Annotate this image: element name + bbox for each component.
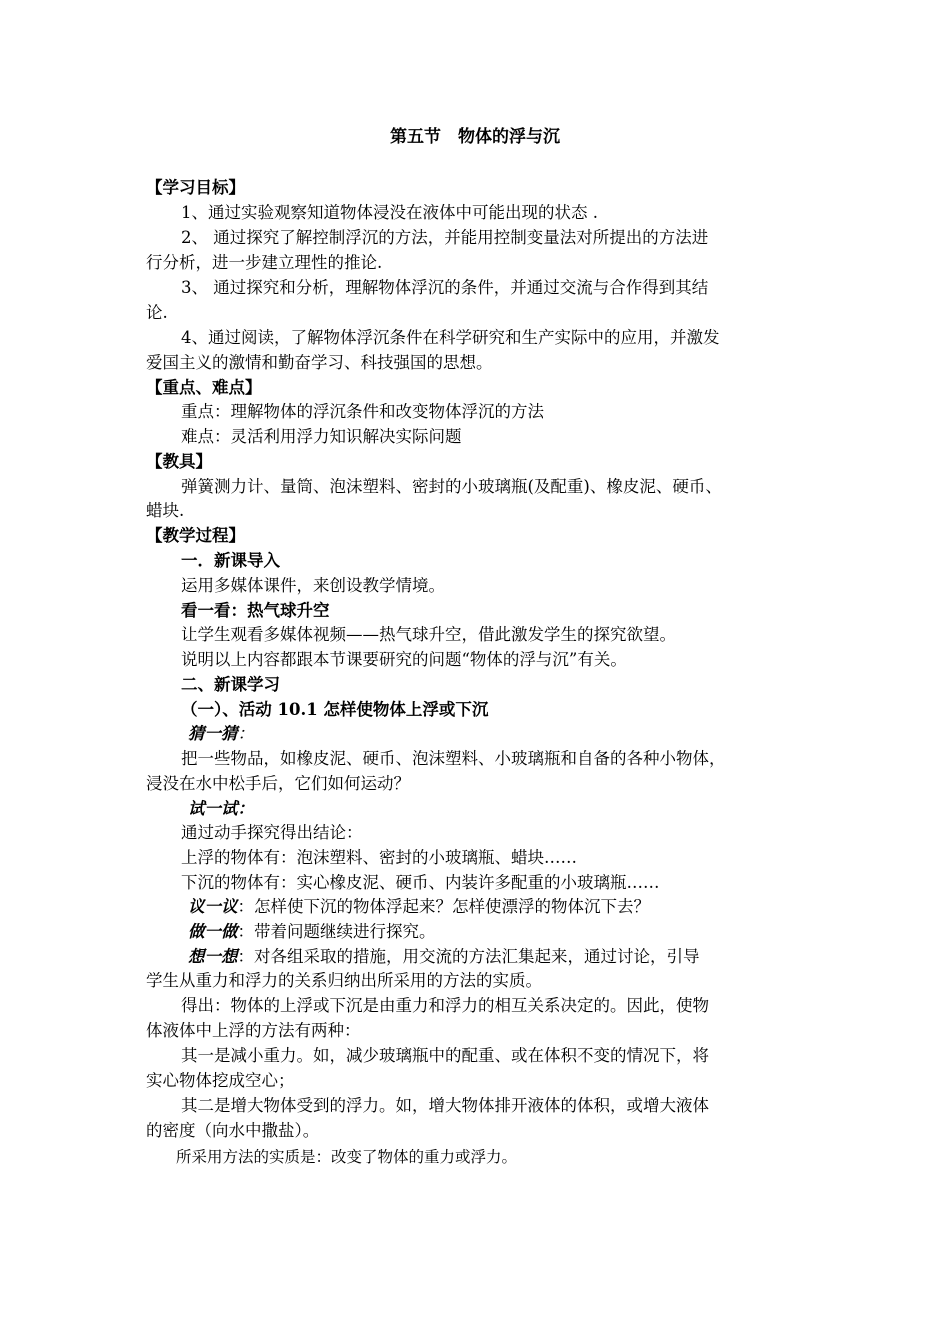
try-text: 通过动手探究得出结论：: [181, 823, 363, 842]
guess-colon: ：: [237, 724, 254, 743]
method-one-line-1: 其一是减小重力。如，减少玻璃瓶中的配重、或在体积不变的情况下，将: [181, 1046, 709, 1065]
think-text-line-2: 学生从重力和浮力的关系归纳出所采用的方法的实质。: [146, 971, 542, 990]
guess-text-line-2: 浸没在水中松手后，它们如何运动？: [146, 774, 410, 793]
discuss-line: [188, 896, 858, 918]
do-line: [188, 921, 858, 943]
conclusion-line-2: 体液体中上浮的方法有两种：: [146, 1021, 361, 1040]
method-one-line-2: 实心物体挖成空心；: [146, 1071, 295, 1090]
sink-objects-text: 下沉的物体有：实心橡皮泥、硬币、内装许多配重的小玻璃瓶……: [181, 873, 660, 892]
objectives-heading: 【学习目标】: [146, 178, 245, 197]
key-point: 重点：理解物体的浮沉条件和改变物体浮沉的方法: [181, 402, 544, 421]
explain-text: 说明以上内容都跟本节课要研究的问题“物体的浮与沉”有关。: [181, 650, 627, 669]
section-two-heading: 二、新课学习: [181, 675, 280, 694]
teaching-aids-line-2: 蜡块.: [146, 501, 185, 520]
method-two-line-2: 的密度（向水中撒盐）。: [146, 1121, 320, 1140]
essence-text: 所采用方法的实质是：改变了物体的重力或浮力。: [176, 1148, 518, 1166]
discuss-text: ：怎样使下沉的物体浮起来？怎样使漂浮的物体沉下去？: [237, 897, 650, 916]
objective-3-line-1: 3、 通过探究和分析，理解物体浮沉的条件，并通过交流与合作得到其结: [181, 278, 709, 297]
objective-2-line-1: 2、 通过探究了解控制浮沉的方法，并能用控制变量法对所提出的方法进: [181, 228, 709, 247]
conclusion-line-1: 得出：物体的上浮或下沉是由重力和浮力的相互关系决定的。因此，使物: [181, 996, 709, 1015]
try-label: 试一试：: [188, 799, 254, 818]
float-objects-text: 上浮的物体有：泡沫塑料、密封的小玻璃瓶、蜡块……: [181, 848, 577, 867]
guess-line: [188, 723, 858, 745]
teaching-aids-line-1: 弹簧测力计、量筒、泡沫塑料、密封的小玻璃瓶(及配重)、橡皮泥、硬币、: [181, 477, 722, 496]
think-label: 想一想: [188, 947, 238, 966]
page-title: 第五节 物体的浮与沉: [390, 127, 560, 147]
teaching-aids-heading: 【教具】: [146, 452, 212, 471]
objective-4-line-1: 4、通过阅读，了解物体浮沉条件在科学研究和生产实际中的应用，并激发: [181, 328, 720, 347]
objective-3-line-2: 论.: [146, 303, 168, 322]
difficult-point: 难点：灵活利用浮力知识解决实际问题: [181, 427, 462, 446]
method-two-line-1: 其二是增大物体受到的浮力。如，增大物体排开液体的体积，或增大液体: [181, 1096, 709, 1115]
section-one-heading: 一．新课导入: [181, 551, 280, 570]
do-label: 做一做: [188, 922, 238, 941]
think-text: ：对各组采取的措施，用交流的方法汇集起来，通过讨论，引导: [237, 947, 700, 966]
think-line: [188, 946, 858, 968]
objective-1: 1、通过实验观察知道物体浸没在液体中可能出现的状态 .: [181, 203, 598, 222]
guess-label: 猜一猜: [188, 724, 238, 743]
activity-heading: （一）、活动 10.1 怎样使物体上浮或下沉: [181, 700, 489, 719]
look-heading: 看一看：热气球升空: [181, 601, 330, 620]
section-one-text: 运用多媒体课件，来创设教学情境。: [181, 576, 445, 595]
do-text: ：带着问题继续进行探究。: [237, 922, 436, 941]
guess-text-line-1: 把一些物品，如橡皮泥、硬币、泡沫塑料、小玻璃瓶和自备的各种小物体，: [181, 749, 726, 768]
key-points-heading: 【重点、难点】: [146, 378, 262, 397]
objective-4-line-2: 爱国主义的激情和勤奋学习、科技强国的思想。: [146, 353, 493, 372]
look-text: 让学生观看多媒体视频——热气球升空，借此激发学生的探究欲望。: [181, 625, 676, 644]
teaching-process-heading: 【教学过程】: [146, 526, 245, 545]
objective-2-line-2: 行分析，进一步建立理性的推论.: [146, 253, 383, 272]
discuss-label: 议一议: [188, 897, 238, 916]
